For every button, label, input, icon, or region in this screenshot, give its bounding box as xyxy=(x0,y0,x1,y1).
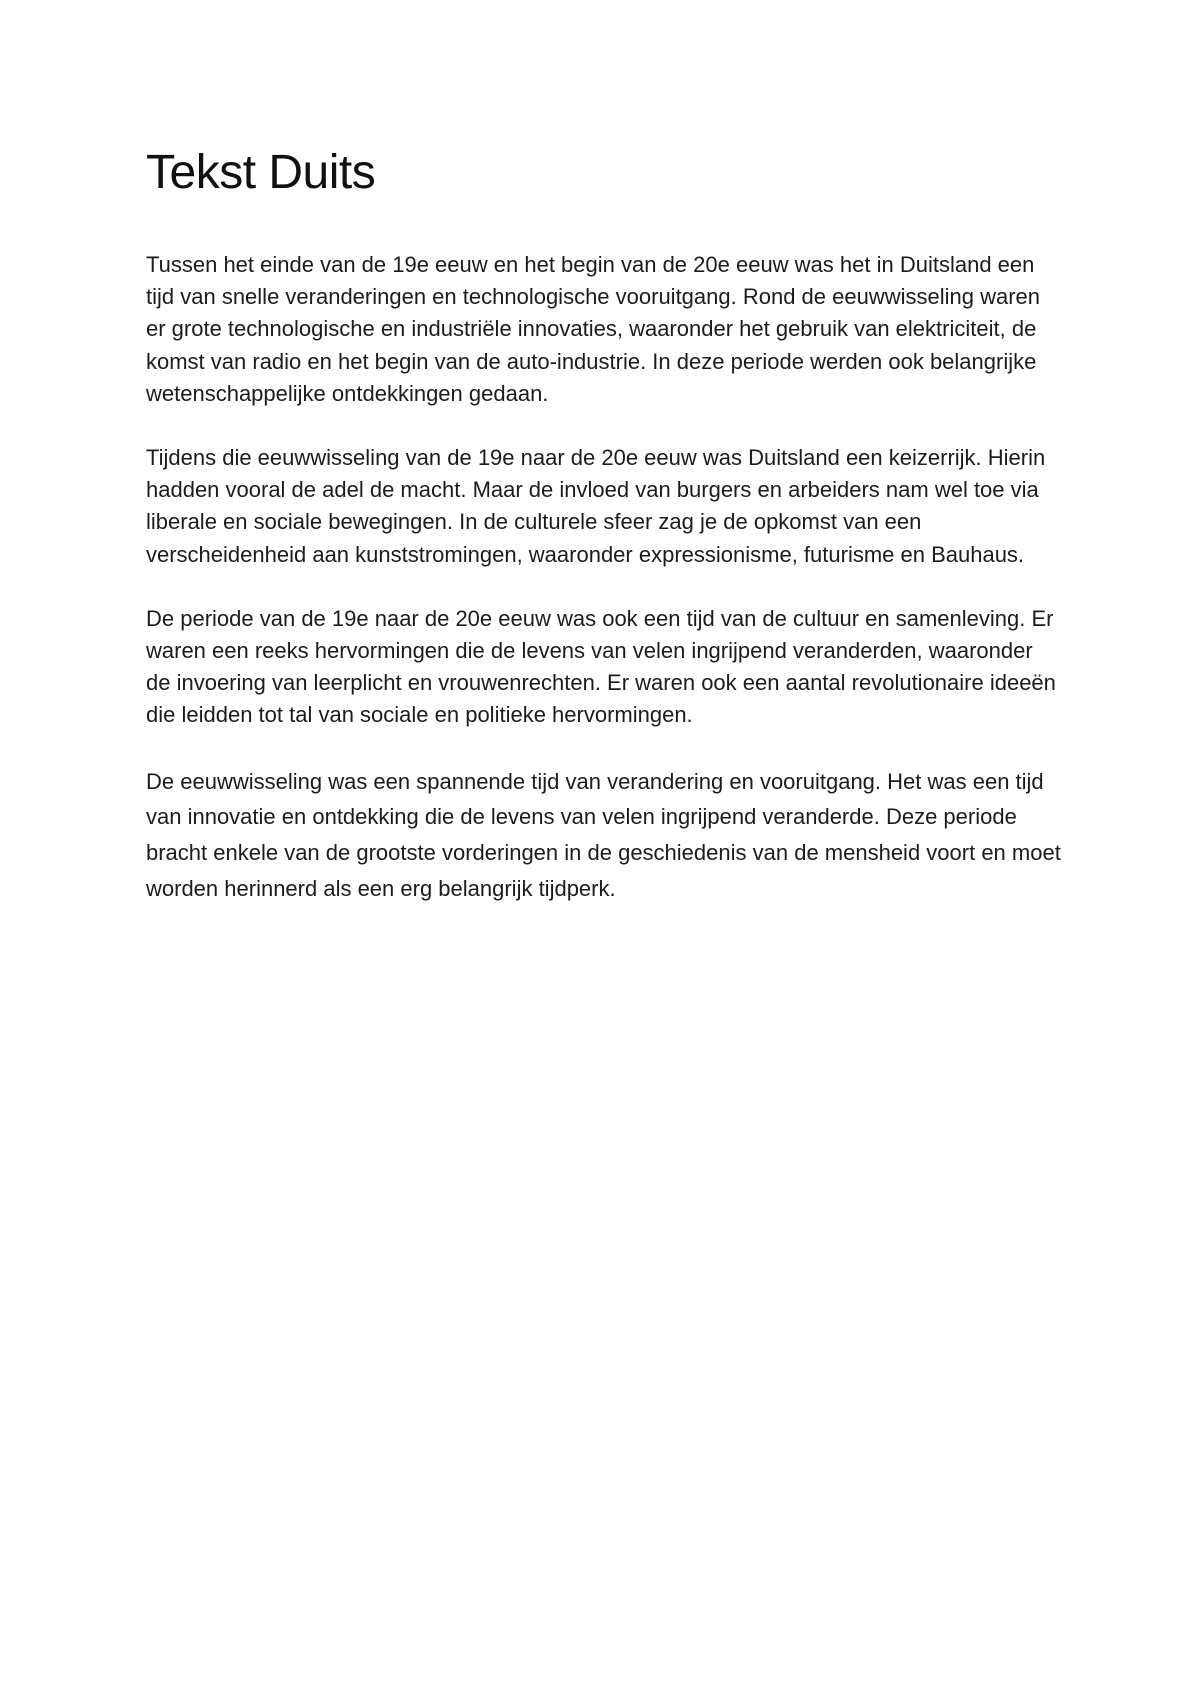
document-page xyxy=(146,140,1061,938)
document-title: Tekst Duits xyxy=(146,146,376,199)
paragraph-1: Tussen het einde van de 19e eeuw en het begin van de 20e eeuw was het in Duitsland een tijd van snelle veranderingen en technologische vooruitgang. Rond de eeuwwisseling waren er grote technologische en industriële innovaties, waaronder het gebruik van elektriciteit, de komst van radio en het begin van de auto-industrie. In deze periode werden ook belangrijke wetenschappelijke ontdekkingen gedaan. xyxy=(146,252,1041,406)
paragraph-3: De periode van de 19e naar de 20e eeuw was ook een tijd van de cultuur en samenleving. Er waren een reeks hervormingen die de levens van velen ingrijpend veranderden, waaronder de invoering van leerplicht en vrouwenrechten. Er waren ook een aantal revolutionaire ideeën die leidden tot tal van sociale en politieke hervormingen. xyxy=(146,605,1056,728)
paragraph-4: De eeuwwisseling was een spannende tijd van verandering en vooruitgang. Het was een tijd van innovatie en ontdekking die de levens van velen ingrijpend veranderde. Deze periode bracht enkele van de grootste vorderingen in de geschiedenis van de mensheid voort en moet worden herinnerd als een erg belangrijk tijdperk. xyxy=(146,768,1061,901)
document-body xyxy=(146,249,1061,906)
paragraph-2: Tijdens die eeuwwisseling van de 19e naar de 20e eeuw was Duitsland een keizerrijk. Hierin hadden vooral de adel de macht. Maar de invloed van burgers en arbeiders nam wel toe via liberale en sociale bewegingen. In de culturele sfeer zag je de opkomst van een verscheidenheid aan kunststromingen, waaronder expressionisme, futurisme en Bauhaus. xyxy=(146,445,1046,567)
